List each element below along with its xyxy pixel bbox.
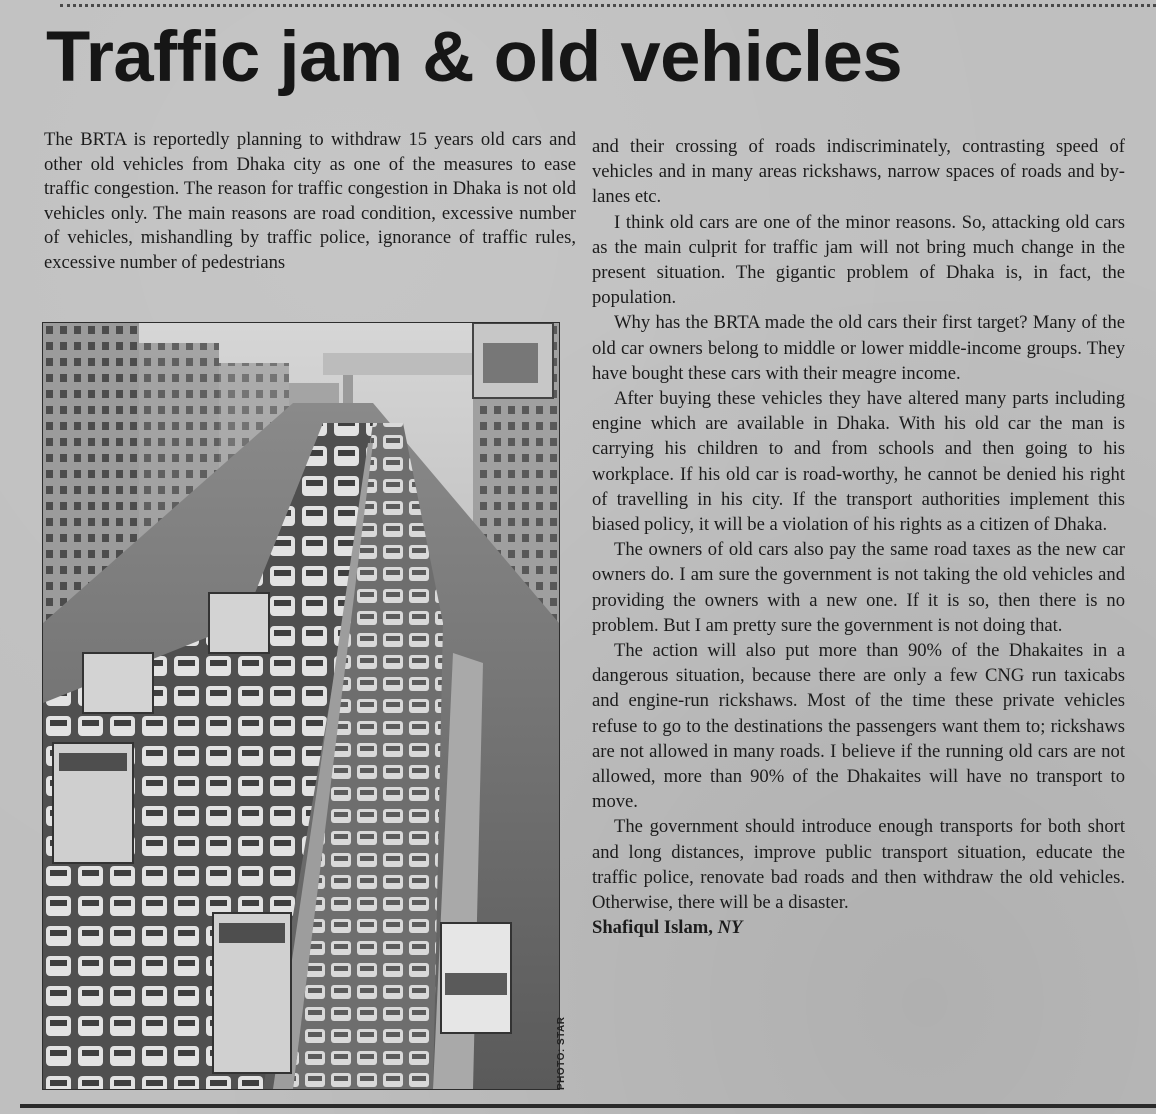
top-dotted-border	[60, 4, 1156, 7]
author-signature: Shafiqul Islam, NY	[592, 917, 743, 939]
article-paragraph-4: Why has the BRTA made the old cars their first target? Many of the old car owners belong to middle or lower middle-income groups. They have bought these cars with their meagre income.	[592, 312, 1125, 384]
article-paragraph-2: and their crossing of roads indiscriminately, contrasting speed of vehicles and in many areas rickshaws, narrow spaces of roads and by-lanes etc.	[592, 136, 1125, 208]
photo-credit: PHOTO: STAR	[556, 1016, 567, 1090]
author-location: NY	[717, 917, 743, 939]
article-paragraph-6: The owners of old cars also pay the same road taxes as the new car owners do. I am sure the government is not taking the old vehicles and providing the owners with a new one. If it is so, then there is no problem. But I am pretty sure the government is not doing that.	[592, 539, 1125, 636]
article-paragraph-3: I think old cars are one of the minor reasons. So, attacking old cars as the main culprit for traffic jam will not bring much change in the present situation. The gigantic problem of Dhaka is, in fact, the population.	[592, 211, 1125, 309]
traffic-jam-photo	[42, 322, 560, 1090]
article-headline: Traffic jam & old vehicles	[46, 18, 903, 97]
article-paragraph-5: After buying these vehicles they have altered many parts including engine which are available in Dhaka. With his old car the man is carrying his children to and from schools and then going to his workplace. If his old car is road-worthy, he cannot be denied his right of travelling in his city. If the transport authorities implement this biased policy, it will be a violation of his rights as a citizen of Dhaka.	[592, 388, 1125, 536]
article-paragraph-8: The government should introduce enough transports for both short and long distances, improve public transport situation, educate the traffic police, renovate bad roads and then withdraw the old vehicles. Otherwise, there will be a disaster.	[592, 816, 1125, 914]
article-paragraph-1: The BRTA is reportedly planning to withdraw 15 years old cars and other old vehicles from Dhaka city as one of the measures to ease traffic congestion. The reason for traffic congestion in Dhaka is not old vehicles only. The main reasons are road condition, excessive number of vehicles, mishandling by traffic police, ignorance of traffic rules, excessive number of pedestrians	[44, 129, 576, 273]
left-column-text	[44, 128, 576, 276]
right-column-text	[592, 134, 1125, 941]
bottom-rule	[20, 1104, 1156, 1108]
author-name: Shafiqul Islam	[592, 917, 709, 939]
article-paragraph-7: The action will also put more than 90% of the Dhakaites in a dangerous situation, because there are only a few CNG run taxicabs and engine-run rickshaws. Most of the time these private vehicles refuse to go to the destinations the passengers want them to; rickshaws are not allowed in many roads. I believe if the running old cars are not allowed, more than 90% of the Dhakaites will have no transport to move.	[592, 640, 1125, 813]
